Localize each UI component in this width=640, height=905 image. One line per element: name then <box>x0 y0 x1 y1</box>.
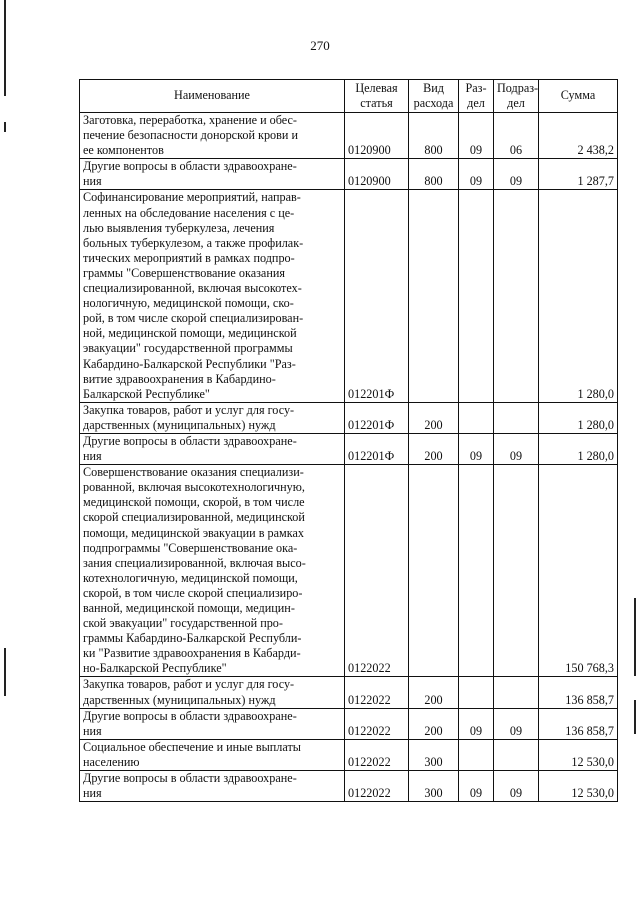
row-name-line: лью выявления туберкулеза, лечения <box>83 220 275 235</box>
row-subsection-cell <box>494 402 539 433</box>
column-header-target-line: Целевая <box>355 80 398 95</box>
table-row <box>80 739 618 770</box>
column-header-type-line: Вид <box>423 80 444 95</box>
row-sum-cell: 2 438,2 <box>539 113 618 159</box>
row-name-line: больных туберкулезом, а также профилак- <box>83 235 304 250</box>
row-type-cell: 200 <box>409 677 459 708</box>
row-section-cell <box>459 465 494 677</box>
row-name-line: рованной, включая высокотехнологичную, <box>83 480 305 495</box>
row-name-cell <box>80 739 345 770</box>
row-name-line: ее компонентов <box>83 143 164 158</box>
row-name-line: ной, медицинской помощи, медицинской <box>83 326 297 341</box>
row-name-cell <box>80 677 345 708</box>
row-section-cell: 09 <box>459 113 494 159</box>
table-row <box>80 190 618 402</box>
row-name-line: скорой специализированной, медицинской <box>83 510 305 525</box>
row-name-line: граммы Кабардино-Балкарской Республи- <box>83 631 302 646</box>
row-section-cell <box>459 677 494 708</box>
row-name-line: дарственных (муниципальных) нужд <box>83 417 276 432</box>
row-target-cell: 012201Ф <box>345 402 409 433</box>
row-subsection-cell <box>494 739 539 770</box>
row-name-line: нологичную, медицинской помощи, ско- <box>83 296 294 311</box>
row-subsection-cell: 09 <box>494 159 539 190</box>
row-section-cell <box>459 190 494 402</box>
row-name-cell <box>80 402 345 433</box>
row-name-line: Другие вопросы в области здравоохране- <box>83 433 297 448</box>
row-name-line: Закупка товаров, работ и услуг для госу- <box>83 402 295 417</box>
row-name-line: ния <box>83 723 102 738</box>
row-sum-cell: 1 280,0 <box>539 433 618 464</box>
row-name-line: Кабардино-Балкарской Республики "Раз- <box>83 356 296 371</box>
row-name-line: Другие вопросы в области здравоохране- <box>83 708 297 723</box>
column-header-name-label: Наименование <box>174 88 250 103</box>
table-body <box>80 113 618 802</box>
column-header-section-line: Раз- <box>465 80 487 95</box>
row-type-cell: 300 <box>409 771 459 802</box>
row-type-cell: 200 <box>409 433 459 464</box>
row-sum-cell: 12 530,0 <box>539 771 618 802</box>
row-type-cell <box>409 190 459 402</box>
table-row <box>80 771 618 802</box>
row-name-line: ванной, медицинской помощи, медицин- <box>83 601 295 615</box>
row-type-cell: 800 <box>409 159 459 190</box>
row-sum-cell: 1 287,7 <box>539 159 618 190</box>
scan-edge-mark <box>4 122 6 132</box>
row-type-cell: 200 <box>409 402 459 433</box>
table-row <box>80 159 618 190</box>
row-name-line: скорой, в том числе скорой специализиро- <box>83 585 303 600</box>
row-name-line: рой, в том числе скорой специализирован- <box>83 311 304 326</box>
table-row <box>80 708 618 739</box>
row-section-cell: 09 <box>459 771 494 802</box>
row-target-cell: 0120900 <box>345 159 409 190</box>
row-type-cell: 300 <box>409 739 459 770</box>
row-name-line: медицинской помощи, скорой, в том числе <box>83 495 305 510</box>
row-sum-cell: 136 858,7 <box>539 677 618 708</box>
column-header-sum-label: Сумма <box>560 88 596 103</box>
row-name-line: специализированной, включая высокотех- <box>83 281 302 296</box>
column-header-section <box>459 80 494 113</box>
row-name-line: Закупка товаров, работ и услуг для госу- <box>83 677 295 692</box>
row-sum-cell: 1 280,0 <box>539 402 618 433</box>
row-name-line: подпрограммы "Совершенствование ока- <box>83 540 298 555</box>
row-name-line: граммы "Совершенствование оказания <box>83 265 285 280</box>
row-target-cell: 0122022 <box>345 465 409 677</box>
row-subsection-cell: 09 <box>494 708 539 739</box>
row-type-cell: 800 <box>409 113 459 159</box>
row-target-cell: 0122022 <box>345 677 409 708</box>
row-name-line: зания специализированной, включая высо- <box>83 555 306 570</box>
row-name-line: котехнологичную, медицинской помощи, <box>83 570 298 585</box>
row-name-line: но-Балкарской Республике" <box>83 661 227 676</box>
row-name-line: населению <box>83 754 140 769</box>
row-sum-cell: 1 280,0 <box>539 190 618 402</box>
page-number: 270 <box>310 38 330 53</box>
row-name-line: ской эвакуации" государственной про- <box>83 616 283 631</box>
scan-edge-mark <box>4 648 6 696</box>
row-name-line: Софинансирование мероприятий, направ- <box>83 190 301 205</box>
column-header-subsection-line: дел <box>507 96 525 110</box>
column-header-target <box>345 80 409 113</box>
row-name-line: Социальное обеспечение и иные выплаты <box>83 739 301 754</box>
column-header-type-line: расхода <box>413 96 454 110</box>
column-header-name <box>80 80 345 113</box>
table-row <box>80 113 618 159</box>
row-sum-cell: 150 768,3 <box>539 465 618 677</box>
row-name-line: ленных на обследование населения с це- <box>83 205 295 220</box>
column-header-sum <box>539 80 618 113</box>
budget-table <box>79 79 618 802</box>
row-section-cell: 09 <box>459 433 494 464</box>
row-target-cell: 0120900 <box>345 113 409 159</box>
row-name-cell <box>80 433 345 464</box>
column-header-type <box>409 80 459 113</box>
row-name-cell <box>80 113 345 159</box>
row-name-line: ния <box>83 786 102 801</box>
row-name-line: печение безопасности донорской крови и <box>83 128 299 143</box>
row-name-cell <box>80 771 345 802</box>
column-header-subsection <box>494 80 539 113</box>
row-subsection-cell: 09 <box>494 771 539 802</box>
row-name-line: дарственных (муниципальных) нужд <box>83 692 276 707</box>
row-name-cell <box>80 465 345 677</box>
row-name-cell <box>80 708 345 739</box>
row-target-cell: 0122022 <box>345 771 409 802</box>
row-name-line: ния <box>83 174 102 189</box>
row-name-line: помощи, медицинской эвакуации в рамках <box>83 525 305 540</box>
row-subsection-cell: 09 <box>494 433 539 464</box>
row-section-cell <box>459 402 494 433</box>
row-type-cell: 200 <box>409 708 459 739</box>
row-name-line: эвакуации" государственной программы <box>83 341 293 356</box>
row-sum-cell: 12 530,0 <box>539 739 618 770</box>
row-target-cell: 0122022 <box>345 739 409 770</box>
scan-edge-mark <box>634 598 636 676</box>
column-header-section-line: дел <box>467 96 485 110</box>
row-name-line: Балкарской Республике" <box>83 386 210 401</box>
column-header-target-line: статья <box>360 96 393 110</box>
row-name-line: ки "Развитие здравоохранения в Кабарди- <box>83 646 301 661</box>
row-name-line: Совершенствование оказания специализи- <box>83 465 304 480</box>
row-type-cell <box>409 465 459 677</box>
scan-edge-mark <box>634 700 636 734</box>
row-subsection-cell <box>494 190 539 402</box>
row-subsection-cell <box>494 465 539 677</box>
row-name-line: ния <box>83 449 102 464</box>
column-header-subsection-line: Подраз- <box>497 80 539 95</box>
row-name-line: витие здравоохранения в Кабардино- <box>83 371 276 386</box>
row-target-cell: 0122022 <box>345 708 409 739</box>
row-subsection-cell: 06 <box>494 113 539 159</box>
row-name-line: Заготовка, переработка, хранение и обес- <box>83 113 297 127</box>
row-section-cell: 09 <box>459 708 494 739</box>
row-name-cell <box>80 159 345 190</box>
row-target-cell: 012201Ф <box>345 433 409 464</box>
row-section-cell: 09 <box>459 159 494 190</box>
row-name-line: тических мероприятий в рамках подпро- <box>83 250 295 265</box>
row-sum-cell: 136 858,7 <box>539 708 618 739</box>
row-name-line: Другие вопросы в области здравоохране- <box>83 771 297 786</box>
row-section-cell <box>459 739 494 770</box>
row-name-cell <box>80 190 345 402</box>
row-target-cell: 012201Ф <box>345 190 409 402</box>
table-header-row <box>80 80 618 113</box>
table-row <box>80 433 618 464</box>
table-row <box>80 465 618 677</box>
table-row <box>80 677 618 708</box>
row-subsection-cell <box>494 677 539 708</box>
row-name-line: Другие вопросы в области здравоохране- <box>83 159 297 174</box>
table-row <box>80 402 618 433</box>
